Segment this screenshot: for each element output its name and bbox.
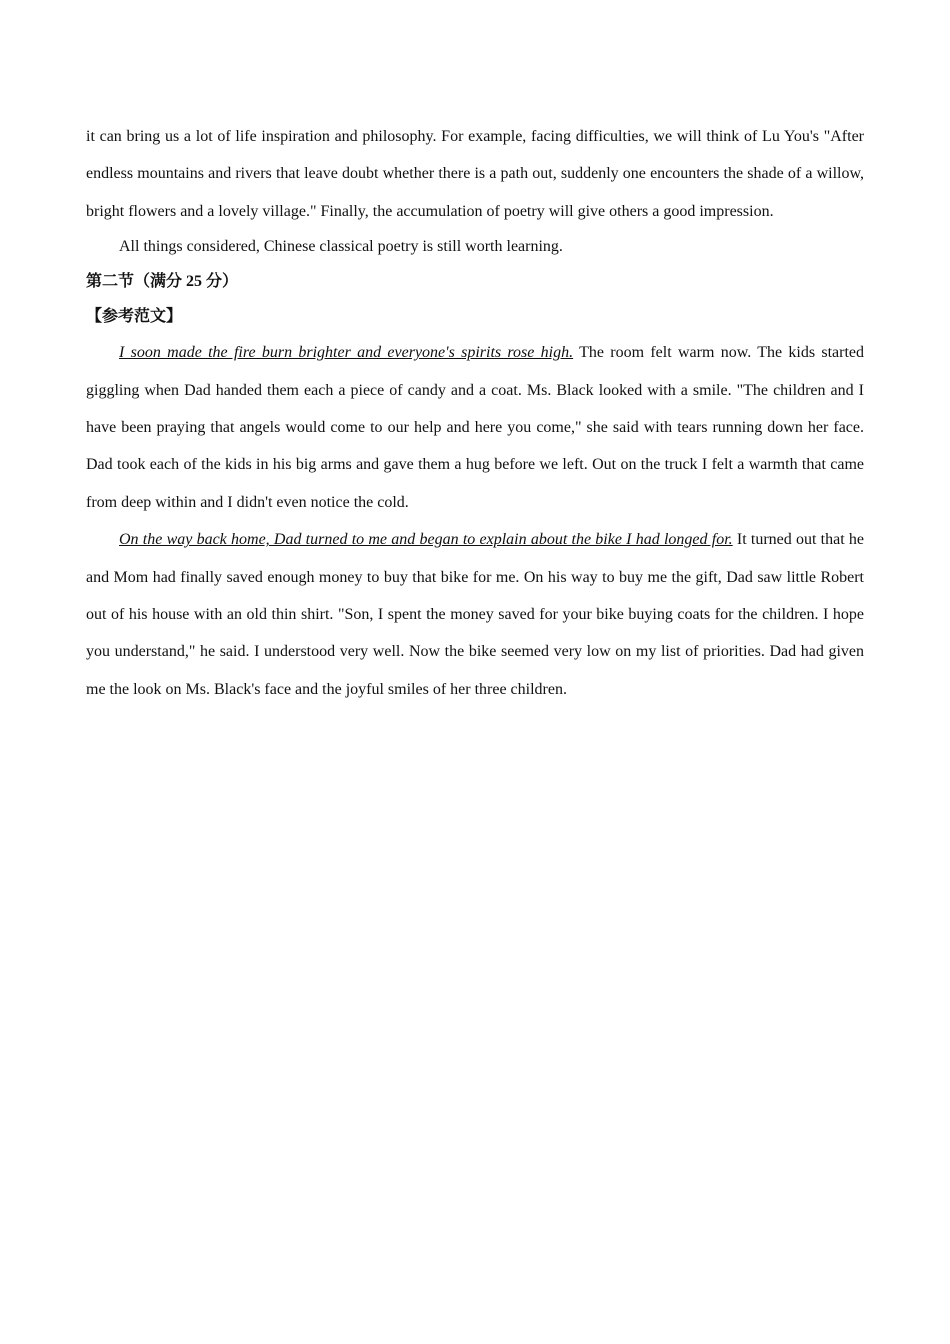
sample-paragraph-2 [86,521,864,708]
essay-conclusion-paragraph: All things considered, Chinese classical poetry is still worth learning. [119,238,563,256]
essay-continuation-paragraph: it can bring us a lot of life inspiration and philosophy. For example, facing difficulties, we will think of Lu You's "After endless mountains and rivers that leave doubt whether there is a path out, suddenly one encounters the shade of a willow, bright flowers and a lovely village." Finally, the accumulation of poetry will give others a good impression. [86,128,864,220]
sample-paragraph-1 [86,334,864,521]
sample-essay-label: 【参考范文】 [86,308,183,326]
paragraph-1-lead-sentence: I soon made the fire burn brighter and everyone's spirits rose high. [119,344,574,362]
document-page [86,118,864,708]
section-heading: 第二节（满分 25 分） [86,273,239,291]
paragraph-2-body: It turned out that he and Mom had finally saved enough money to buy that bike for me. On his way to buy me the gift, Dad saw little Robert out of his house with an old thin shirt. "Son, I spent the money saved for your bike buying coats for the children. I hope you understand," he said. I understood very well. Now the bike seemed very low on my list of priorities. Dad had given me the look on Ms. Black's face and the joyful smiles of her three children. [86,531,865,698]
paragraph-2-lead-sentence: On the way back home, Dad turned to me and began to explain about the bike I had longed for. [119,531,733,549]
paragraph-1-body: The room felt warm now. The kids started giggling when Dad handed them each a piece of candy and a coat. Ms. Black looked with a smile. "The children and I have been praying that angels would come to our help and here you come," she said with tears running down her face. Dad took each of the kids in his big arms and gave them a hug before we left. Out on the truck I felt a warmth that came from deep within and I didn't even notice the cold. [86,344,865,511]
